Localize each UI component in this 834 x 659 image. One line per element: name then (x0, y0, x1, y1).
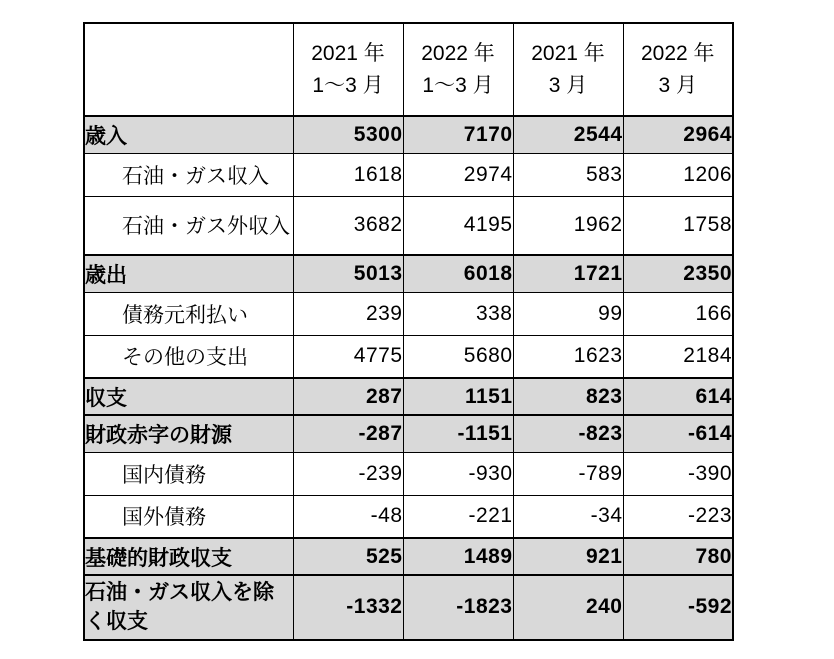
row-label: 石油・ガス収入を除く収支 (84, 575, 293, 640)
table-row-expenditure (84, 255, 733, 292)
value-cell: 2184 (623, 335, 733, 378)
value-cell: -614 (623, 415, 733, 452)
col-header-2021-mar (513, 23, 623, 116)
table-row-revenue (84, 116, 733, 153)
row-label: その他の支出 (84, 335, 293, 378)
value-cell: 780 (623, 538, 733, 575)
table-row-foreign-debt (84, 495, 733, 538)
table-row-debt-service (84, 292, 733, 335)
value-cell: -1151 (403, 415, 513, 452)
value-cell: 5300 (293, 116, 403, 153)
value-cell: 1618 (293, 153, 403, 196)
row-label: 歳入 (84, 116, 293, 153)
value-cell: -390 (623, 452, 733, 495)
corner-cell (84, 23, 293, 116)
col-header-line2: 3 月 (658, 73, 697, 97)
value-cell: 1206 (623, 153, 733, 196)
value-cell: 240 (513, 575, 623, 640)
value-cell: -287 (293, 415, 403, 452)
value-cell: -1823 (403, 575, 513, 640)
value-cell: 3682 (293, 196, 403, 255)
value-cell: -823 (513, 415, 623, 452)
value-cell: 1151 (403, 378, 513, 415)
row-label: 歳出 (84, 255, 293, 292)
col-header-line1: 2021 年 (311, 42, 385, 65)
value-cell: 6018 (403, 255, 513, 292)
value-cell: 1623 (513, 335, 623, 378)
value-cell: 5013 (293, 255, 403, 292)
header-row (84, 23, 733, 116)
table-row-non-oil-balance (84, 575, 733, 640)
value-cell: 1758 (623, 196, 733, 255)
value-cell: -930 (403, 452, 513, 495)
value-cell: -48 (293, 495, 403, 538)
value-cell: 823 (513, 378, 623, 415)
col-header-line2: 1〜3 月 (422, 73, 494, 97)
value-cell: 4775 (293, 335, 403, 378)
col-header-2021-q1 (293, 23, 403, 116)
value-cell: 99 (513, 292, 623, 335)
fiscal-table (83, 22, 734, 641)
value-cell: 239 (293, 292, 403, 335)
col-header-2022-q1 (403, 23, 513, 116)
col-header-line2: 3 月 (548, 73, 588, 97)
value-cell: 2350 (623, 255, 733, 292)
value-cell: 921 (513, 538, 623, 575)
row-label: 国内債務 (84, 452, 293, 495)
value-cell: 2544 (513, 116, 623, 153)
value-cell: 7170 (403, 116, 513, 153)
value-cell: 287 (293, 378, 403, 415)
value-cell: 2964 (623, 116, 733, 153)
col-header-line1: 2022 年 (640, 42, 715, 65)
table-row-primary-balance (84, 538, 733, 575)
row-label: 基礎的財政収支 (84, 538, 293, 575)
value-cell: 614 (623, 378, 733, 415)
row-label: 収支 (84, 378, 293, 415)
value-cell: -1332 (293, 575, 403, 640)
row-label: 債務元利払い (84, 292, 293, 335)
value-cell: -239 (293, 452, 403, 495)
row-label: 石油・ガス収入 (84, 153, 293, 196)
value-cell: 1962 (513, 196, 623, 255)
table-row-oil-gas-revenue (84, 153, 733, 196)
value-cell: -34 (513, 495, 623, 538)
col-header-line2: 1〜3 月 (312, 73, 384, 97)
value-cell: 166 (623, 292, 733, 335)
row-label: 国外債務 (84, 495, 293, 538)
value-cell: -221 (403, 495, 513, 538)
table-row-deficit-financing (84, 415, 733, 452)
col-header-line1: 2022 年 (421, 42, 495, 65)
row-label: 財政赤字の財源 (84, 415, 293, 452)
value-cell: -789 (513, 452, 623, 495)
value-cell: 525 (293, 538, 403, 575)
table-row-other-expenditure (84, 335, 733, 378)
value-cell: -223 (623, 495, 733, 538)
value-cell: 1721 (513, 255, 623, 292)
table-row-non-oil-gas-revenue (84, 196, 733, 255)
table-row-balance (84, 378, 733, 415)
value-cell: 1489 (403, 538, 513, 575)
value-cell: -592 (623, 575, 733, 640)
value-cell: 2974 (403, 153, 513, 196)
value-cell: 338 (403, 292, 513, 335)
value-cell: 5680 (403, 335, 513, 378)
value-cell: 4195 (403, 196, 513, 255)
value-cell: 583 (513, 153, 623, 196)
row-label: 石油・ガス外収入 (84, 196, 293, 255)
col-header-line1: 2021 年 (531, 42, 605, 65)
table-row-domestic-debt (84, 452, 733, 495)
col-header-2022-mar (623, 23, 733, 116)
